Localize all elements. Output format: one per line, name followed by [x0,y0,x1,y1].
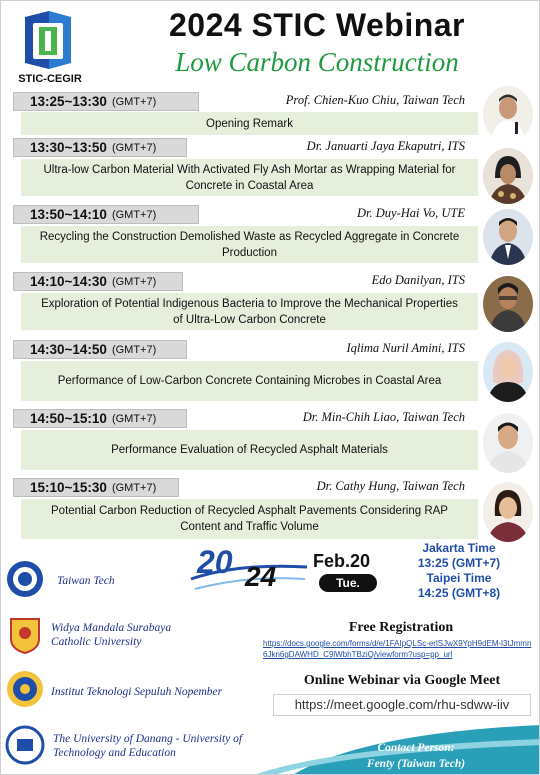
its-logo [5,669,45,709]
session-time: 13:25~13:30 [30,94,107,109]
session-speaker: Edo Danilyan, ITS [371,273,465,287]
stic-cegir-logo [19,9,77,71]
date-year-part-2: 24 [245,561,277,592]
session-topic: Potential Carbon Reduction of Recycled Asphalt Pavements Considering RAP Content and Traffic Volume [21,499,478,539]
session-topic: Exploration of Potential Indigenous Bacteria to Improve the Mechanical Properties of Ultra-Low Carbon Concrete [21,293,478,330]
speaker-photo [483,86,533,142]
jakarta-time: 13:25 (GMT+7) [417,556,501,570]
session-time-bar [13,272,183,291]
page-subtitle: Low Carbon Construction [175,47,459,77]
date-weekday-badge: Tue. [319,574,377,592]
session-topic: Opening Remark [21,112,478,135]
date-month-day: Feb.20 [313,551,371,571]
session-timezone: (GMT+7) [111,481,157,494]
session-time-bar [13,138,187,157]
timezone-block [397,541,521,601]
session-topic: Performance of Low-Carbon Concrete Containing Microbes in Coastal Area [21,361,478,401]
registration-title: Free Registration [348,620,454,635]
taipei-label: Taipei Time [426,571,492,585]
session-time-bar [13,478,179,497]
session-time: 15:10~15:30 [30,480,107,495]
contact-block [351,740,481,772]
session-topic: Ultra-low Carbon Material With Activated Fly Ash Mortar as Wrapping Material for Concrete in Coastal Area [21,159,478,196]
contact-name: Fenty (Taiwan Tech) [366,758,466,770]
session-timezone: (GMT+7) [111,275,157,288]
widya-mandala-logo [5,615,45,655]
session-time: 14:30~14:50 [30,342,107,357]
partner-name: Taiwan Tech [57,575,115,587]
session-topic: Performance Evaluation of Recycled Asphalt Materials [21,430,478,470]
speaker-photo [483,413,533,473]
session-timezone: (GMT+7) [111,95,157,108]
session-time: 14:50~15:10 [30,411,107,426]
session-time: 13:50~14:10 [30,207,107,222]
session-timezone: (GMT+7) [111,412,157,425]
partner-name: The University of Danang - University of Technology and Education [53,733,243,759]
session-time-bar [13,92,199,111]
session-time-bar [13,340,187,359]
meet-link[interactable]: https://meet.google.com/rhu-sdww-iiv [273,694,531,716]
session-timezone: (GMT+7) [111,343,157,356]
speaker-photo [483,209,533,265]
session-speaker: Prof. Chien-Kuo Chiu, Taiwan Tech [285,93,465,107]
partner-name: Widya Mandala Surabaya Catholic University [51,622,172,648]
page-title: 2024 STIC Webinar [168,7,465,43]
session-speaker: Dr. Duy-Hai Vo, UTE [357,206,465,220]
session-speaker: Dr. Cathy Hung, Taiwan Tech [316,479,465,493]
taiwan-tech-logo [5,559,45,599]
contact-label: Contact Person: [377,742,455,754]
speaker-photo [483,276,533,332]
session-time-bar [13,205,199,224]
speaker-photo [483,148,533,204]
taipei-time: 14:25 (GMT+8) [417,586,501,600]
date-year-part-1: 20 [197,544,233,580]
logo-text: STIC-CEGIR [18,73,82,85]
session-speaker: Dr. Januarti Jaya Ekaputri, ITS [306,139,465,153]
jakarta-label: Jakarta Time [422,541,496,555]
partner-name: Institut Teknologi Sepuluh Nopember [51,686,223,698]
session-time: 14:10~14:30 [30,274,107,289]
session-timezone: (GMT+7) [111,208,157,221]
session-speaker: Dr. Min-Chih Liao, Taiwan Tech [302,410,465,424]
session-timezone: (GMT+7) [111,141,157,154]
session-time-bar [13,409,187,428]
speaker-photo [483,482,533,542]
session-time: 13:30~13:50 [30,140,107,155]
speaker-photo [483,342,533,402]
meet-title: Online Webinar via Google Meet [303,673,501,688]
registration-link[interactable]: https://docs.google.com/forms/d/e/1FAIpQLSc-erlSJwX9YpH9dEM-l3tJmmn6Jkn6gDAWHD_C9lWbhTBziQ/viewform?usp=pp_url [263,639,532,659]
session-topic: Recycling the Construction Demolished Waste as Recycled Aggregate in Concrete Production [21,226,478,263]
session-speaker: Iqlima Nuril Amini, ITS [346,341,465,355]
